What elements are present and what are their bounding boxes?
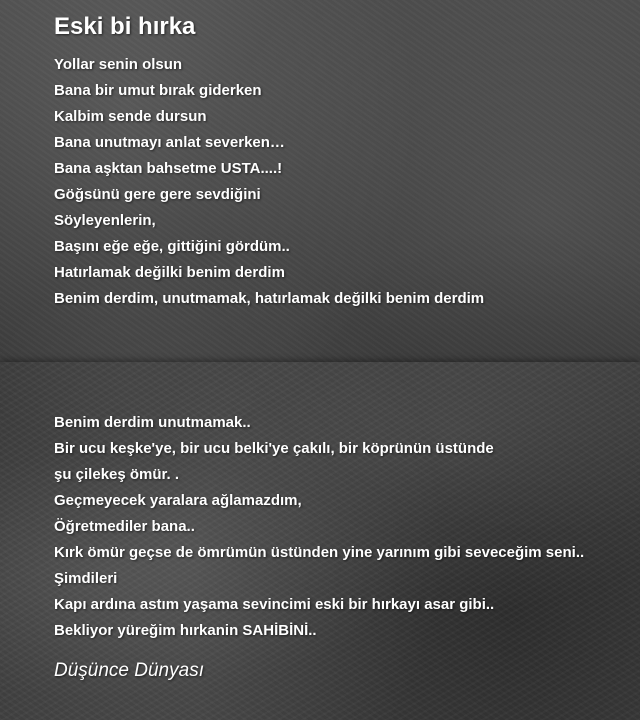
poem-line: Bir ucu keşke'ye, bir ucu belki'ye çakılı, bir köprünün üstünde	[54, 440, 494, 457]
poem-stanza-2	[54, 410, 584, 644]
poem-line: Benim derdim unutmamak..	[54, 414, 251, 431]
poem-line: Bana aşktan bahsetme USTA....!	[54, 160, 283, 177]
poem-line: Söyleyenlerin,	[54, 212, 156, 229]
poem-line: Göğsünü gere gere sevdiğini	[54, 186, 261, 203]
poem-line: Kapı ardına astım yaşama sevincimi eski bir hırkayı asar gibi..	[54, 596, 495, 613]
poem-line: şu çilekeş ömür. .	[54, 466, 180, 483]
poem-line: Kalbim sende dursun	[54, 108, 207, 125]
poem-line: Hatırlamak değilki benim derdim	[54, 264, 285, 281]
poem-line: Geçmeyecek yaralara ağlamazdım,	[54, 492, 302, 509]
poem-line: Yollar senin olsun	[54, 56, 183, 73]
poem-line: Başını eğe eğe, gittiğini gördüm..	[54, 238, 290, 255]
poem-stanza-1	[54, 52, 484, 312]
poem-line: Bana unutmayı anlat severken…	[54, 134, 285, 151]
poem-line: Öğretmediler bana..	[54, 518, 195, 535]
poem-panel-bottom	[0, 362, 640, 720]
poem-line: Şimdileri	[54, 570, 118, 587]
poem-line: Kırk ömür geçse de ömrümün üstünden yine yarınım gibi seveceğim seni..	[54, 544, 585, 561]
poem-line: Benim derdim, unutmamak, hatırlamak değilki benim derdim	[54, 290, 485, 307]
poem-title: Eski bi hırka	[54, 13, 196, 40]
poem-author: Düşünce Dünyası	[54, 660, 204, 681]
poem-line: Bana bir umut bırak giderken	[54, 82, 262, 99]
poem-line: Bekliyor yüreğim hırkanin SAHİBİNİ..	[54, 622, 317, 639]
